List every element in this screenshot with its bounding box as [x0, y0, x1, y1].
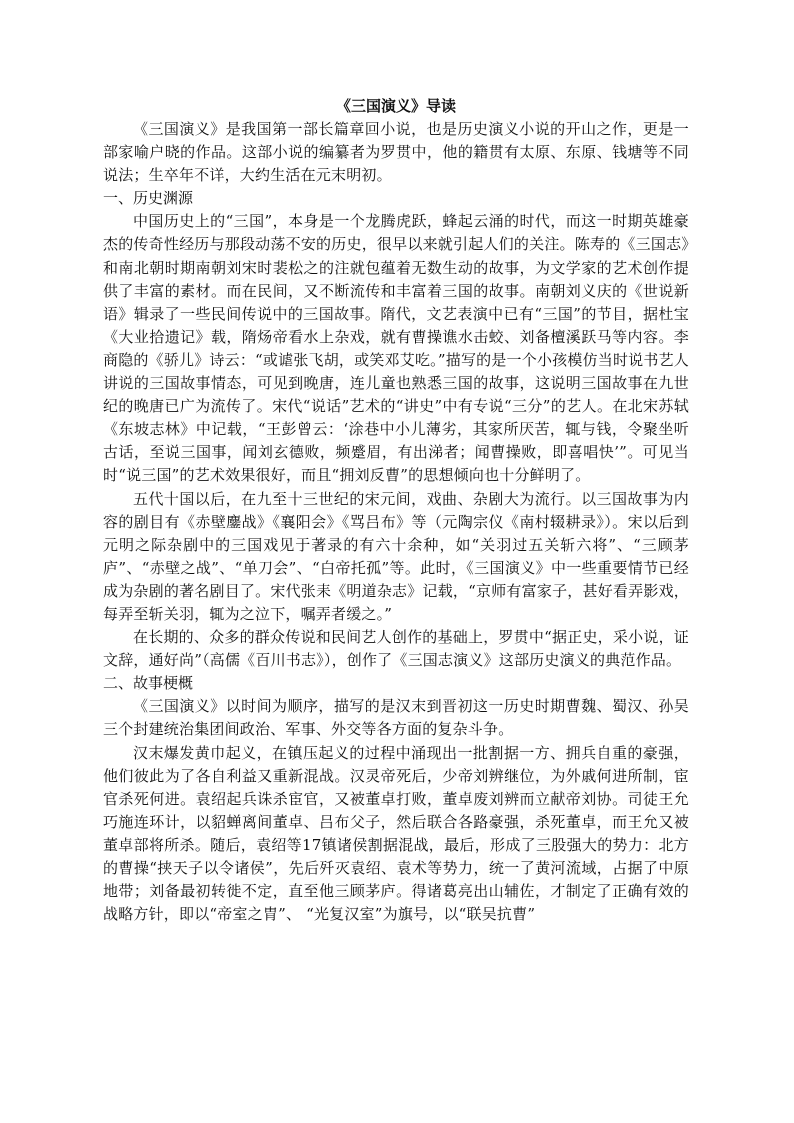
history-paragraph-3: 在长期的、众多的群众传说和民间艺人创作的基础上，罗贯中“据正史，采小说，证文辞，通好尚”（高儒《百川书志》），创作了《三国志演义》这部历史演义的典范作品。 — [103, 628, 689, 670]
history-paragraph-2: 五代十国以后，在九至十三世纪的宋元间，戏曲、杂剧大为流行。以三国故事为内容的剧目有《赤壁鏖战》《襄阳会》《骂吕布》等（元陶宗仪《南村辍耕录》）。宋以后到元明之际杂剧中的三国戏见于著录的有六十余种，如“关羽过五关斩六将”、“三顾茅庐”、“赤壁之战”、“单刀会”、“白帝托孤”等。此时，《三国演义》中一些重要情节已经成为杂剧的著名剧目了。宋代张耒《明道杂志》记载，“京师有富家子，甚好看弄影戏，每弄至斩关羽，辄为之泣下，嘱弄者缓之。” — [103, 489, 689, 623]
plot-paragraph-2: 汉末爆发黄巾起义，在镇压起义的过程中涌现出一批割据一方、拥兵自重的豪强，他们彼此为了各自利益又重新混战。汉灵帝死后，少帝刘辨继位，为外戚何进所制，宦官杀死何进。袁绍起兵诛杀宦官，又被董卓打败，董卓废刘辨而立献帝刘协。司徒王允巧施连环计，以貂蝉离间董卓、吕布父子，然后联合各路豪强，杀死董卓，而王允又被董卓部将所杀。随后，袁绍等17镇诸侯割据混战，最后，形成了三股强大的势力：北方的曹操“挟天子以令诸侯”，先后歼灭袁绍、袁术等势力，统一了黄河流域，占据了中原地带；刘备最初转徙不定，直至他三顾茅庐。得诸葛亮出山辅佐，才制定了正确有效的战略方针，即以“帝室之胄”、 “光复汉室”为旗号，以“联吴抗曹” — [103, 743, 689, 924]
history-paragraph-1: 中国历史上的“三国”，本身是一个龙腾虎跃，蜂起云涌的时代，而这一时期英雄豪杰的传奇性经历与那段动荡不安的历史，很早以来就引起人们的关注。陈寿的《三国志》和南北朝时期南朝刘宋时裴松之的注就包蕴着无数生动的故事，为文学家的艺术创作提供了丰富的素材。而在民间，又不断流传和丰富着三国的故事。南朝刘义庆的《世说新语》辑录了一些民间传说中的三国故事。隋代，文艺表演中已有“三国”的节目，据杜宝《大业拾遗记》载，隋炀帝看水上杂戏，就有曹操谯水击蛟、刘备檀溪跃马等内容。李商隐的《骄儿》诗云：“或谑张飞胡，或笑邓艾吃。”描写的是一个小孩模仿当时说书艺人讲说的三国故事情态，可见到晚唐，连儿童也熟悉三国的故事，这说明三国故事在九世纪的晚唐已广为流传了。宋代“说话”艺术的“讲史”中有专说“三分”的艺人。在北宋苏轼《东坡志林》中记载，“王彭曾云：‘涂巷中小儿薄劣，其家所厌苦，辄与钱，令聚坐听古话，至说三国事，闻刘玄德败，频蹙眉，有出涕者；闻曹操败，即喜唱快’”。可见当时“说三国”的艺术效果很好，而且“拥刘反曹”的思想倾向也十分鲜明了。 — [103, 212, 689, 485]
plot-paragraph-1: 《三国演义》以时间为顺序，描写的是汉末到晋初这一历史时期曹魏、蜀汉、孙吴三个封建统治集团间政治、军事、外交等各方面的复杂斗争。 — [103, 697, 689, 739]
intro-paragraph: 《三国演义》是我国第一部长篇章回小说，也是历史演义小说的开山之作，更是一部家喻户晓的作品。这部小说的编纂者为罗贯中，他的籍贯有太原、东原、钱塘等不同说法；生卒年不详，大约生活在元末明初。 — [103, 120, 689, 185]
section-heading-plot: 二、故事梗概 — [103, 674, 194, 693]
document-title: 《三国演义》导读 — [335, 97, 456, 115]
section-heading-history: 一、历史渊源 — [103, 189, 194, 208]
document-page — [103, 94, 689, 926]
